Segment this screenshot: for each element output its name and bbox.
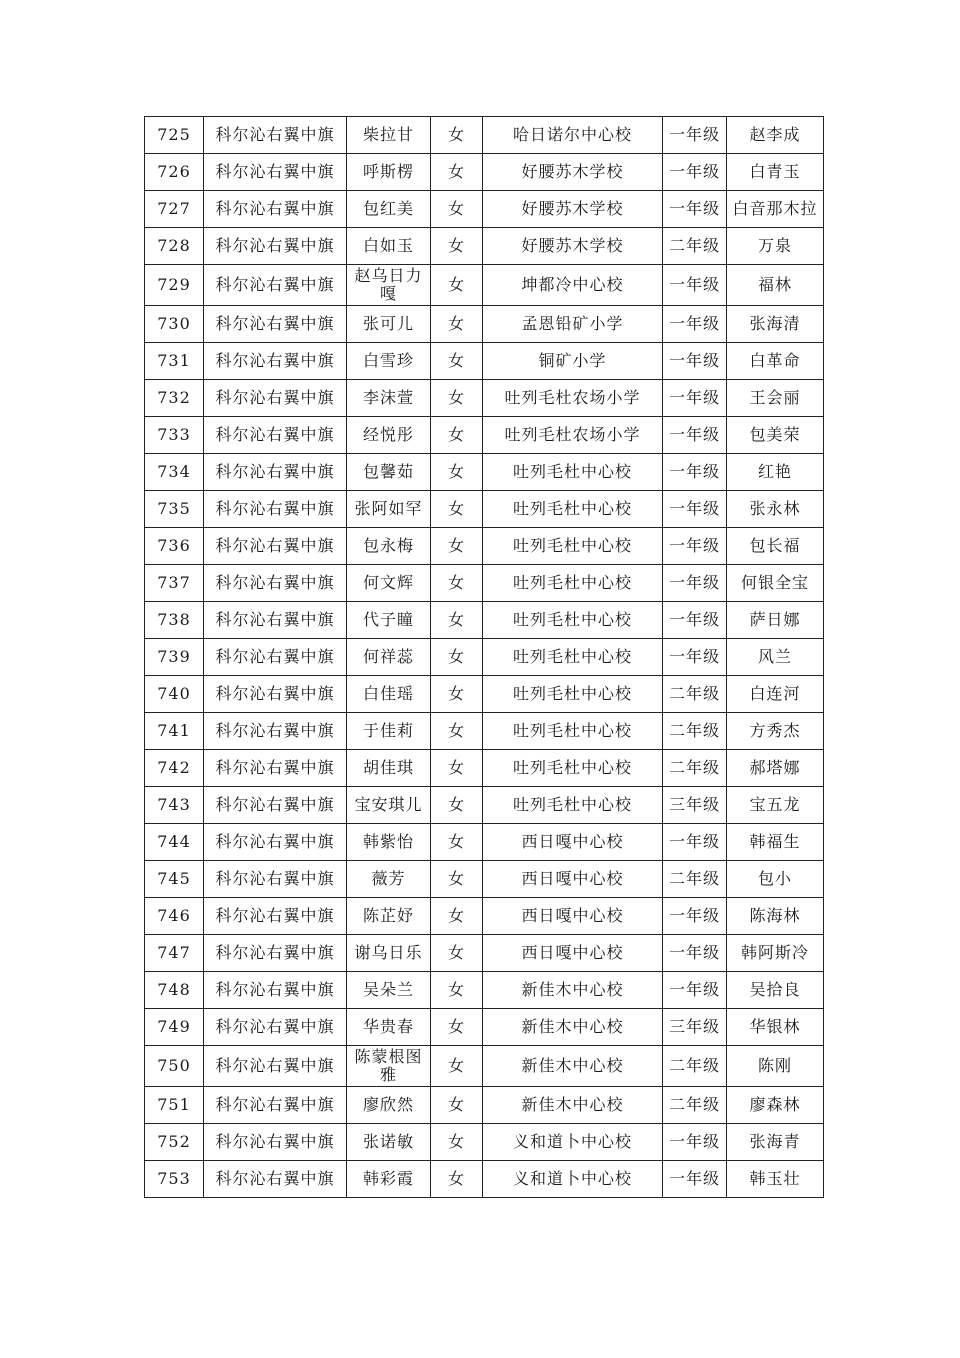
guardian-cell: 廖森林 xyxy=(727,1087,824,1124)
school-cell: 吐列毛杜中心校 xyxy=(483,528,663,565)
school-cell: 好腰苏木学校 xyxy=(483,154,663,191)
guardian-cell: 包小 xyxy=(727,861,824,898)
table-row xyxy=(145,639,824,676)
row-number-cell: 752 xyxy=(145,1124,204,1161)
grade-cell: 一年级 xyxy=(663,491,727,528)
region-cell: 科尔沁右翼中旗 xyxy=(204,935,347,972)
guardian-cell: 白革命 xyxy=(727,343,824,380)
grade-cell: 二年级 xyxy=(663,713,727,750)
student-name-cell: 代子瞳 xyxy=(347,602,431,639)
guardian-cell: 白青玉 xyxy=(727,154,824,191)
guardian-cell: 韩福生 xyxy=(727,824,824,861)
school-cell: 吐列毛杜农场小学 xyxy=(483,380,663,417)
grade-cell: 一年级 xyxy=(663,639,727,676)
guardian-cell: 福林 xyxy=(727,265,824,306)
school-cell: 义和道卜中心校 xyxy=(483,1124,663,1161)
grade-cell: 一年级 xyxy=(663,306,727,343)
grade-cell: 三年级 xyxy=(663,1009,727,1046)
gender-cell: 女 xyxy=(431,380,483,417)
guardian-cell: 张海清 xyxy=(727,306,824,343)
grade-cell: 一年级 xyxy=(663,417,727,454)
guardian-cell: 红艳 xyxy=(727,454,824,491)
gender-cell: 女 xyxy=(431,454,483,491)
table-row xyxy=(145,1046,824,1087)
region-cell: 科尔沁右翼中旗 xyxy=(204,602,347,639)
grade-cell: 一年级 xyxy=(663,1161,727,1198)
gender-cell: 女 xyxy=(431,787,483,824)
school-cell: 吐列毛杜农场小学 xyxy=(483,417,663,454)
grade-cell: 一年级 xyxy=(663,565,727,602)
grade-cell: 一年级 xyxy=(663,824,727,861)
row-number-cell: 727 xyxy=(145,191,204,228)
guardian-cell: 韩玉壮 xyxy=(727,1161,824,1198)
student-name-cell: 胡佳琪 xyxy=(347,750,431,787)
region-cell: 科尔沁右翼中旗 xyxy=(204,154,347,191)
gender-cell: 女 xyxy=(431,154,483,191)
row-number-cell: 742 xyxy=(145,750,204,787)
grade-cell: 一年级 xyxy=(663,454,727,491)
school-cell: 吐列毛杜中心校 xyxy=(483,602,663,639)
grade-cell: 一年级 xyxy=(663,265,727,306)
table-row xyxy=(145,454,824,491)
row-number-cell: 734 xyxy=(145,454,204,491)
grade-cell: 一年级 xyxy=(663,154,727,191)
guardian-cell: 宝五龙 xyxy=(727,787,824,824)
student-name-cell: 廖欣然 xyxy=(347,1087,431,1124)
table-row xyxy=(145,417,824,454)
gender-cell: 女 xyxy=(431,417,483,454)
grade-cell: 二年级 xyxy=(663,228,727,265)
guardian-cell: 万泉 xyxy=(727,228,824,265)
school-cell: 孟恩铅矿小学 xyxy=(483,306,663,343)
table-row xyxy=(145,491,824,528)
student-name-cell: 何文辉 xyxy=(347,565,431,602)
table-row xyxy=(145,1009,824,1046)
school-cell: 吐列毛杜中心校 xyxy=(483,787,663,824)
school-cell: 吐列毛杜中心校 xyxy=(483,565,663,602)
guardian-cell: 王会丽 xyxy=(727,380,824,417)
student-name-cell: 白佳瑶 xyxy=(347,676,431,713)
gender-cell: 女 xyxy=(431,1124,483,1161)
guardian-cell: 白连河 xyxy=(727,676,824,713)
gender-cell: 女 xyxy=(431,750,483,787)
school-cell: 西日嘎中心校 xyxy=(483,898,663,935)
region-cell: 科尔沁右翼中旗 xyxy=(204,750,347,787)
school-cell: 吐列毛杜中心校 xyxy=(483,750,663,787)
region-cell: 科尔沁右翼中旗 xyxy=(204,787,347,824)
grade-cell: 二年级 xyxy=(663,676,727,713)
region-cell: 科尔沁右翼中旗 xyxy=(204,306,347,343)
gender-cell: 女 xyxy=(431,898,483,935)
gender-cell: 女 xyxy=(431,824,483,861)
gender-cell: 女 xyxy=(431,602,483,639)
grade-cell: 一年级 xyxy=(663,380,727,417)
row-number-cell: 744 xyxy=(145,824,204,861)
school-cell: 哈日诺尔中心校 xyxy=(483,117,663,154)
student-roster-table xyxy=(144,116,824,1198)
student-name-cell: 赵乌日力嘎 xyxy=(347,265,431,306)
table-row xyxy=(145,117,824,154)
gender-cell: 女 xyxy=(431,713,483,750)
row-number-cell: 730 xyxy=(145,306,204,343)
row-number-cell: 729 xyxy=(145,265,204,306)
guardian-cell: 萨日娜 xyxy=(727,602,824,639)
table-row xyxy=(145,1124,824,1161)
school-cell: 义和道卜中心校 xyxy=(483,1161,663,1198)
guardian-cell: 方秀杰 xyxy=(727,713,824,750)
gender-cell: 女 xyxy=(431,117,483,154)
guardian-cell: 何银全宝 xyxy=(727,565,824,602)
guardian-cell: 风兰 xyxy=(727,639,824,676)
student-name-cell: 张诺敏 xyxy=(347,1124,431,1161)
region-cell: 科尔沁右翼中旗 xyxy=(204,343,347,380)
guardian-cell: 张海青 xyxy=(727,1124,824,1161)
table-row xyxy=(145,265,824,306)
guardian-cell: 张永林 xyxy=(727,491,824,528)
table-row xyxy=(145,343,824,380)
grade-cell: 一年级 xyxy=(663,1124,727,1161)
region-cell: 科尔沁右翼中旗 xyxy=(204,1009,347,1046)
gender-cell: 女 xyxy=(431,1009,483,1046)
school-cell: 新佳木中心校 xyxy=(483,1087,663,1124)
row-number-cell: 747 xyxy=(145,935,204,972)
region-cell: 科尔沁右翼中旗 xyxy=(204,117,347,154)
region-cell: 科尔沁右翼中旗 xyxy=(204,972,347,1009)
student-name-cell: 白雪珍 xyxy=(347,343,431,380)
grade-cell: 二年级 xyxy=(663,750,727,787)
region-cell: 科尔沁右翼中旗 xyxy=(204,639,347,676)
school-cell: 吐列毛杜中心校 xyxy=(483,639,663,676)
region-cell: 科尔沁右翼中旗 xyxy=(204,454,347,491)
table-row xyxy=(145,972,824,1009)
school-cell: 新佳木中心校 xyxy=(483,1009,663,1046)
row-number-cell: 751 xyxy=(145,1087,204,1124)
student-name-cell: 李沫萱 xyxy=(347,380,431,417)
table-row xyxy=(145,565,824,602)
region-cell: 科尔沁右翼中旗 xyxy=(204,417,347,454)
student-name-cell: 呼斯楞 xyxy=(347,154,431,191)
gender-cell: 女 xyxy=(431,1161,483,1198)
table-row xyxy=(145,787,824,824)
student-name-cell: 经悦彤 xyxy=(347,417,431,454)
student-name-cell: 华贵春 xyxy=(347,1009,431,1046)
student-name-cell: 陈芷妤 xyxy=(347,898,431,935)
student-name-cell: 白如玉 xyxy=(347,228,431,265)
school-cell: 吐列毛杜中心校 xyxy=(483,491,663,528)
school-cell: 吐列毛杜中心校 xyxy=(483,676,663,713)
grade-cell: 一年级 xyxy=(663,343,727,380)
guardian-cell: 白音那木拉 xyxy=(727,191,824,228)
student-name-cell: 宝安琪儿 xyxy=(347,787,431,824)
student-name-cell: 何祥蕊 xyxy=(347,639,431,676)
guardian-cell: 赵李成 xyxy=(727,117,824,154)
row-number-cell: 745 xyxy=(145,861,204,898)
table-row xyxy=(145,306,824,343)
region-cell: 科尔沁右翼中旗 xyxy=(204,1161,347,1198)
row-number-cell: 749 xyxy=(145,1009,204,1046)
school-cell: 吐列毛杜中心校 xyxy=(483,454,663,491)
gender-cell: 女 xyxy=(431,265,483,306)
student-name-cell: 张阿如罕 xyxy=(347,491,431,528)
row-number-cell: 750 xyxy=(145,1046,204,1087)
grade-cell: 二年级 xyxy=(663,861,727,898)
table-row xyxy=(145,1161,824,1198)
row-number-cell: 728 xyxy=(145,228,204,265)
guardian-cell: 陈刚 xyxy=(727,1046,824,1087)
student-name-cell: 包永梅 xyxy=(347,528,431,565)
table-row xyxy=(145,602,824,639)
gender-cell: 女 xyxy=(431,1087,483,1124)
region-cell: 科尔沁右翼中旗 xyxy=(204,898,347,935)
region-cell: 科尔沁右翼中旗 xyxy=(204,380,347,417)
gender-cell: 女 xyxy=(431,639,483,676)
row-number-cell: 735 xyxy=(145,491,204,528)
school-cell: 西日嘎中心校 xyxy=(483,861,663,898)
school-cell: 坤都冷中心校 xyxy=(483,265,663,306)
row-number-cell: 741 xyxy=(145,713,204,750)
grade-cell: 二年级 xyxy=(663,1087,727,1124)
row-number-cell: 731 xyxy=(145,343,204,380)
region-cell: 科尔沁右翼中旗 xyxy=(204,265,347,306)
guardian-cell: 陈海林 xyxy=(727,898,824,935)
school-cell: 西日嘎中心校 xyxy=(483,824,663,861)
row-number-cell: 753 xyxy=(145,1161,204,1198)
school-cell: 西日嘎中心校 xyxy=(483,935,663,972)
region-cell: 科尔沁右翼中旗 xyxy=(204,1124,347,1161)
table-row xyxy=(145,713,824,750)
gender-cell: 女 xyxy=(431,861,483,898)
student-name-cell: 柴拉甘 xyxy=(347,117,431,154)
row-number-cell: 746 xyxy=(145,898,204,935)
school-cell: 好腰苏木学校 xyxy=(483,228,663,265)
row-number-cell: 740 xyxy=(145,676,204,713)
table-row xyxy=(145,528,824,565)
student-name-cell: 韩紫怡 xyxy=(347,824,431,861)
region-cell: 科尔沁右翼中旗 xyxy=(204,861,347,898)
student-name-cell: 包红美 xyxy=(347,191,431,228)
gender-cell: 女 xyxy=(431,306,483,343)
school-cell: 好腰苏木学校 xyxy=(483,191,663,228)
guardian-cell: 包长福 xyxy=(727,528,824,565)
region-cell: 科尔沁右翼中旗 xyxy=(204,1087,347,1124)
student-name-cell: 韩彩霞 xyxy=(347,1161,431,1198)
gender-cell: 女 xyxy=(431,1046,483,1087)
row-number-cell: 726 xyxy=(145,154,204,191)
grade-cell: 一年级 xyxy=(663,972,727,1009)
table-row xyxy=(145,228,824,265)
region-cell: 科尔沁右翼中旗 xyxy=(204,713,347,750)
row-number-cell: 736 xyxy=(145,528,204,565)
school-cell: 铜矿小学 xyxy=(483,343,663,380)
grade-cell: 一年级 xyxy=(663,898,727,935)
region-cell: 科尔沁右翼中旗 xyxy=(204,824,347,861)
grade-cell: 二年级 xyxy=(663,1046,727,1087)
gender-cell: 女 xyxy=(431,935,483,972)
gender-cell: 女 xyxy=(431,343,483,380)
gender-cell: 女 xyxy=(431,528,483,565)
table-row xyxy=(145,750,824,787)
row-number-cell: 743 xyxy=(145,787,204,824)
gender-cell: 女 xyxy=(431,972,483,1009)
student-name-cell: 吴朵兰 xyxy=(347,972,431,1009)
gender-cell: 女 xyxy=(431,191,483,228)
gender-cell: 女 xyxy=(431,676,483,713)
guardian-cell: 郝塔娜 xyxy=(727,750,824,787)
guardian-cell: 华银林 xyxy=(727,1009,824,1046)
region-cell: 科尔沁右翼中旗 xyxy=(204,565,347,602)
roster-body xyxy=(145,117,824,1198)
student-name-cell: 张可儿 xyxy=(347,306,431,343)
table-row xyxy=(145,1087,824,1124)
gender-cell: 女 xyxy=(431,491,483,528)
row-number-cell: 738 xyxy=(145,602,204,639)
grade-cell: 一年级 xyxy=(663,528,727,565)
school-cell: 新佳木中心校 xyxy=(483,1046,663,1087)
table-row xyxy=(145,898,824,935)
table-row xyxy=(145,861,824,898)
student-name-cell: 谢乌日乐 xyxy=(347,935,431,972)
row-number-cell: 725 xyxy=(145,117,204,154)
table-row xyxy=(145,935,824,972)
grade-cell: 一年级 xyxy=(663,602,727,639)
grade-cell: 一年级 xyxy=(663,117,727,154)
student-name-cell: 薇芳 xyxy=(347,861,431,898)
grade-cell: 一年级 xyxy=(663,935,727,972)
grade-cell: 三年级 xyxy=(663,787,727,824)
row-number-cell: 748 xyxy=(145,972,204,1009)
guardian-cell: 吴拾良 xyxy=(727,972,824,1009)
gender-cell: 女 xyxy=(431,228,483,265)
region-cell: 科尔沁右翼中旗 xyxy=(204,1046,347,1087)
row-number-cell: 737 xyxy=(145,565,204,602)
school-cell: 新佳木中心校 xyxy=(483,972,663,1009)
table-row xyxy=(145,824,824,861)
guardian-cell: 包美荣 xyxy=(727,417,824,454)
student-name-cell: 包馨茹 xyxy=(347,454,431,491)
guardian-cell: 韩阿斯冷 xyxy=(727,935,824,972)
region-cell: 科尔沁右翼中旗 xyxy=(204,528,347,565)
region-cell: 科尔沁右翼中旗 xyxy=(204,491,347,528)
row-number-cell: 739 xyxy=(145,639,204,676)
table-row xyxy=(145,676,824,713)
row-number-cell: 733 xyxy=(145,417,204,454)
school-cell: 吐列毛杜中心校 xyxy=(483,713,663,750)
region-cell: 科尔沁右翼中旗 xyxy=(204,676,347,713)
gender-cell: 女 xyxy=(431,565,483,602)
region-cell: 科尔沁右翼中旗 xyxy=(204,191,347,228)
row-number-cell: 732 xyxy=(145,380,204,417)
student-name-cell: 于佳莉 xyxy=(347,713,431,750)
table-row xyxy=(145,191,824,228)
student-name-cell: 陈蒙根图雅 xyxy=(347,1046,431,1087)
table-row xyxy=(145,380,824,417)
table-row xyxy=(145,154,824,191)
grade-cell: 一年级 xyxy=(663,191,727,228)
region-cell: 科尔沁右翼中旗 xyxy=(204,228,347,265)
